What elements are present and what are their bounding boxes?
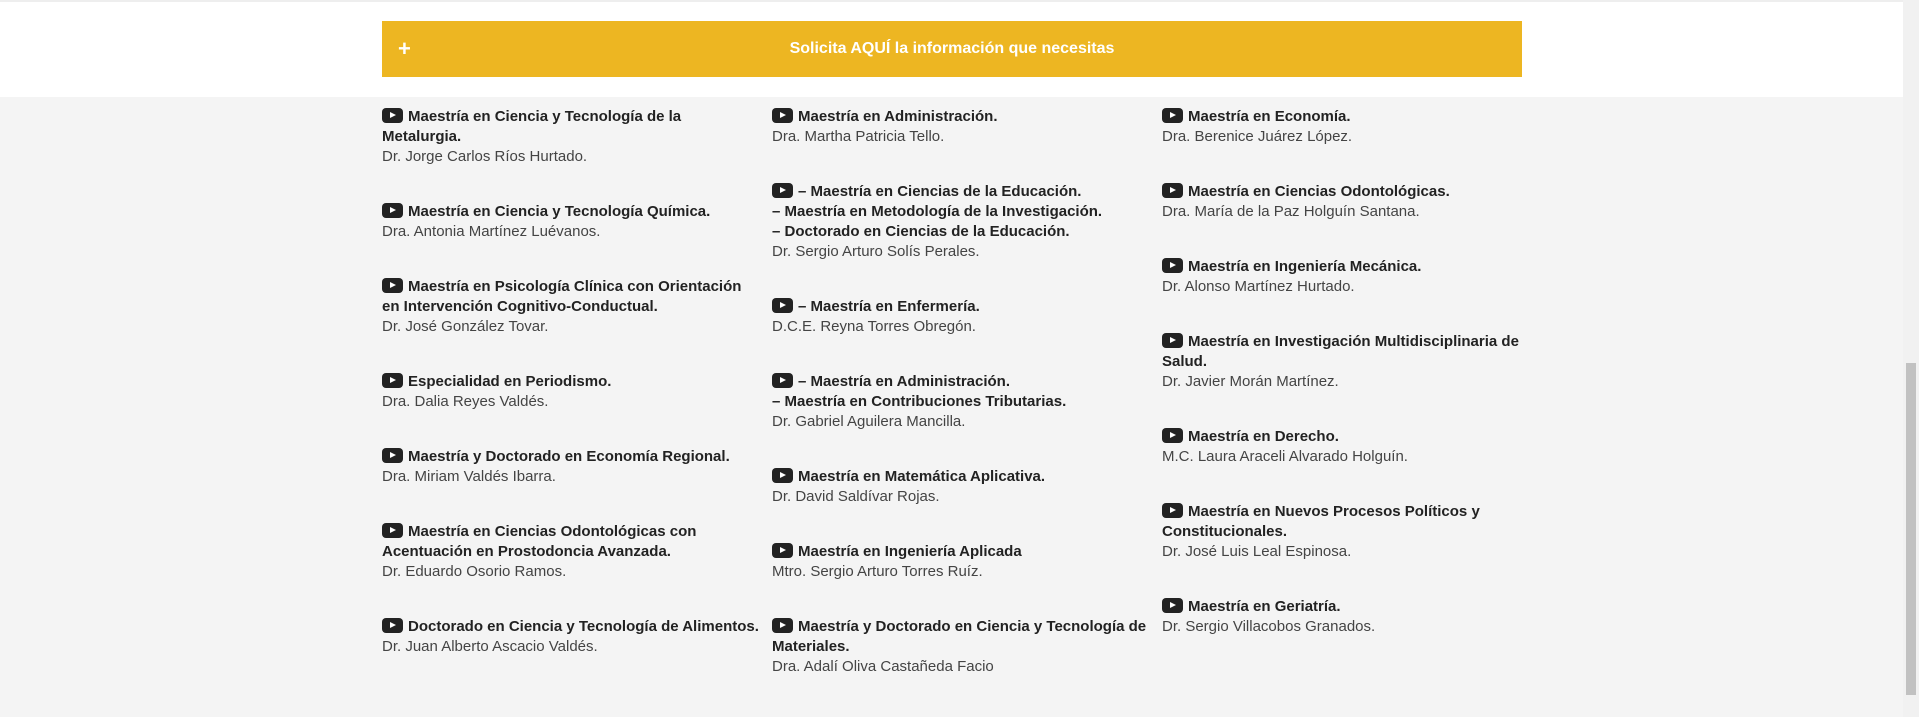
program-title-line	[772, 468, 1045, 485]
program-title-text: Maestría en Derecho.	[1188, 428, 1339, 445]
program-title[interactable]	[772, 107, 1150, 127]
scrollbar-thumb[interactable]	[1906, 363, 1916, 695]
program-title[interactable]	[382, 372, 760, 392]
program-item	[1162, 257, 1540, 297]
scrollbar[interactable]	[1903, 0, 1919, 717]
program-title-line	[772, 372, 1150, 392]
program-title[interactable]	[772, 542, 1150, 562]
program-title-line	[772, 298, 980, 315]
program-title[interactable]	[772, 182, 1150, 242]
program-title-text: Especialidad en Periodismo.	[408, 373, 612, 390]
program-item	[382, 202, 760, 242]
program-title-text: – Maestría en Ciencias de la Educación.	[798, 183, 1082, 200]
program-title[interactable]	[1162, 332, 1540, 372]
program-title-text: Maestría en Ciencia y Tecnología de la Metalurgia.	[382, 108, 682, 145]
program-title-line	[1162, 598, 1341, 615]
program-item	[1162, 427, 1540, 467]
program-item	[1162, 182, 1540, 222]
video-play-icon[interactable]	[382, 448, 403, 463]
video-play-icon[interactable]	[772, 468, 793, 483]
program-title-line	[1162, 503, 1480, 540]
video-play-icon[interactable]	[1162, 428, 1183, 443]
program-title-text: Maestría en Administración.	[798, 108, 998, 125]
program-title-text: Maestría en Ingeniería Mecánica.	[1188, 258, 1422, 275]
program-item	[772, 107, 1150, 147]
video-play-icon[interactable]	[1162, 598, 1183, 613]
program-coordinator: Dr. Jorge Carlos Ríos Hurtado.	[382, 148, 588, 165]
program-coordinator: Dr. Eduardo Osorio Ramos.	[382, 563, 567, 580]
program-title[interactable]	[382, 447, 760, 467]
program-title-text: – Doctorado en Ciencias de la Educación.	[772, 223, 1070, 240]
program-title-text: Maestría en Matemática Aplicativa.	[798, 468, 1046, 485]
program-item	[382, 277, 760, 337]
program-title-text: – Maestría en Contribuciones Tributarias.	[772, 393, 1067, 410]
program-title-line	[772, 392, 1150, 412]
video-play-icon[interactable]	[1162, 183, 1183, 198]
program-item	[1162, 332, 1540, 392]
program-title-line	[772, 222, 1150, 242]
program-coordinator: Dra. Martha Patricia Tello.	[772, 128, 945, 145]
program-item	[382, 617, 760, 657]
video-play-icon[interactable]	[772, 108, 793, 123]
program-coordinator: Dr. Sergio Villacobos Granados.	[1162, 618, 1376, 635]
program-item	[382, 372, 760, 412]
program-title-line	[382, 618, 759, 635]
program-item	[382, 107, 760, 167]
video-play-icon[interactable]	[382, 373, 403, 388]
program-title-text: Maestría en Ingeniería Aplicada	[798, 543, 1022, 560]
video-play-icon[interactable]	[1162, 503, 1183, 518]
request-info-label: Solicita AQUÍ la información que necesitas	[789, 40, 1115, 57]
program-title[interactable]	[772, 372, 1150, 412]
program-title-line	[382, 108, 681, 145]
program-coordinator: Dr. David Saldívar Rojas.	[772, 488, 940, 505]
program-title[interactable]	[382, 617, 760, 637]
program-coordinator: Mtro. Sergio Arturo Torres Ruíz.	[772, 563, 983, 580]
video-play-icon[interactable]	[382, 618, 403, 633]
video-play-icon[interactable]	[772, 373, 793, 388]
program-item	[772, 182, 1150, 262]
program-title-line	[382, 278, 741, 315]
program-coordinator: Dra. Adalí Oliva Castañeda Facio	[772, 658, 994, 675]
program-title-text: Maestría en Ciencia y Tecnología Química.	[408, 203, 711, 220]
program-title[interactable]	[772, 467, 1150, 487]
video-play-icon[interactable]	[772, 298, 793, 313]
program-item	[772, 617, 1150, 677]
program-title-text: – Maestría en Administración.	[798, 373, 1011, 390]
program-coordinator: Dr. José Luis Leal Espinosa.	[1162, 543, 1352, 560]
program-title-line	[1162, 258, 1421, 275]
program-item	[382, 522, 760, 582]
program-coordinator: Dr. Gabriel Aguilera Mancilla.	[772, 413, 966, 430]
program-column-1	[382, 107, 760, 692]
program-item	[1162, 597, 1540, 637]
program-title[interactable]	[382, 522, 760, 562]
plus-icon: +	[398, 36, 411, 61]
program-title-text: Maestría en Investigación Multidisciplinaria de Salud.	[1162, 333, 1519, 370]
program-item	[772, 297, 1150, 337]
program-title-line	[382, 203, 710, 220]
video-play-icon[interactable]	[1162, 258, 1183, 273]
program-title-line	[772, 108, 998, 125]
program-item	[1162, 107, 1540, 147]
program-title-text: Maestría en Geriatría.	[1188, 598, 1341, 615]
program-item	[772, 467, 1150, 507]
program-title-text: – Maestría en Metodología de la Investigación.	[772, 203, 1103, 220]
program-title[interactable]	[1162, 502, 1540, 542]
program-coordinator: Dra. Antonia Martínez Luévanos.	[382, 223, 601, 240]
program-title[interactable]	[772, 297, 1150, 317]
program-title[interactable]	[1162, 597, 1540, 617]
program-title[interactable]	[382, 107, 760, 147]
video-play-icon[interactable]	[1162, 333, 1183, 348]
program-title[interactable]	[382, 202, 760, 222]
program-coordinator: Dr. Juan Alberto Ascacio Valdés.	[382, 638, 598, 655]
video-play-icon[interactable]	[772, 183, 793, 198]
program-coordinator: D.C.E. Reyna Torres Obregón.	[772, 318, 976, 335]
program-title-line	[1162, 183, 1450, 200]
program-coordinator: Dra. Berenice Juárez López.	[1162, 128, 1353, 145]
program-title-text: Maestría en Ciencias Odontológicas con Acentuación en Prostodoncia Avanzada.	[382, 523, 697, 560]
request-info-button[interactable]	[382, 21, 1522, 77]
program-title[interactable]	[1162, 107, 1540, 127]
program-title-text: Maestría en Ciencias Odontológicas.	[1188, 183, 1450, 200]
program-coordinator: Dr. Alonso Martínez Hurtado.	[1162, 278, 1355, 295]
program-title-line	[1162, 333, 1519, 370]
program-item	[772, 372, 1150, 432]
program-title[interactable]	[1162, 257, 1540, 277]
program-column-3	[1162, 107, 1540, 672]
video-play-icon[interactable]	[772, 618, 793, 633]
program-coordinator: Dra. Dalia Reyes Valdés.	[382, 393, 549, 410]
video-play-icon[interactable]	[772, 543, 793, 558]
program-item	[772, 542, 1150, 582]
program-title[interactable]	[1162, 427, 1540, 447]
program-title-line	[382, 523, 696, 560]
program-title-line	[382, 373, 611, 390]
program-title-line	[772, 202, 1150, 222]
program-title-text: – Maestría en Enfermería.	[798, 298, 980, 315]
program-coordinator: Dr. José González Tovar.	[382, 318, 549, 335]
program-title[interactable]	[382, 277, 760, 317]
program-title-line	[382, 448, 730, 465]
video-play-icon[interactable]	[382, 108, 403, 123]
program-title-text: Maestría en Economía.	[1188, 108, 1351, 125]
program-title-text: Maestría en Nuevos Procesos Políticos y Constitucionales.	[1162, 503, 1480, 540]
program-coordinator: Dra. María de la Paz Holguín Santana.	[1162, 203, 1420, 220]
program-item	[1162, 502, 1540, 562]
program-title-line	[772, 543, 1022, 560]
program-coordinator: Dra. Miriam Valdés Ibarra.	[382, 468, 556, 485]
program-title-text: Maestría y Doctorado en Ciencia y Tecnología de Materiales.	[772, 618, 1147, 655]
program-coordinator: Dr. Javier Morán Martínez.	[1162, 373, 1339, 390]
video-play-icon[interactable]	[382, 523, 403, 538]
program-coordinator: Dr. Sergio Arturo Solís Perales.	[772, 243, 980, 260]
program-title-text: Maestría en Psicología Clínica con Orientación en Intervención Cognitivo-Conductual.	[382, 278, 742, 315]
program-title-text: Maestría y Doctorado en Economía Regional.	[408, 448, 730, 465]
program-title-text: Doctorado en Ciencia y Tecnología de Alimentos.	[408, 618, 759, 635]
video-play-icon[interactable]	[382, 278, 403, 293]
program-column-2	[772, 107, 1150, 712]
program-title-line	[1162, 428, 1339, 445]
video-play-icon[interactable]	[382, 203, 403, 218]
program-title[interactable]	[772, 617, 1150, 657]
program-title-line	[772, 182, 1150, 202]
program-title[interactable]	[1162, 182, 1540, 202]
program-title-line	[772, 618, 1146, 655]
video-play-icon[interactable]	[1162, 108, 1183, 123]
program-item	[382, 447, 760, 487]
program-coordinator: M.C. Laura Araceli Alvarado Holguín.	[1162, 448, 1408, 465]
program-title-line	[1162, 108, 1351, 125]
